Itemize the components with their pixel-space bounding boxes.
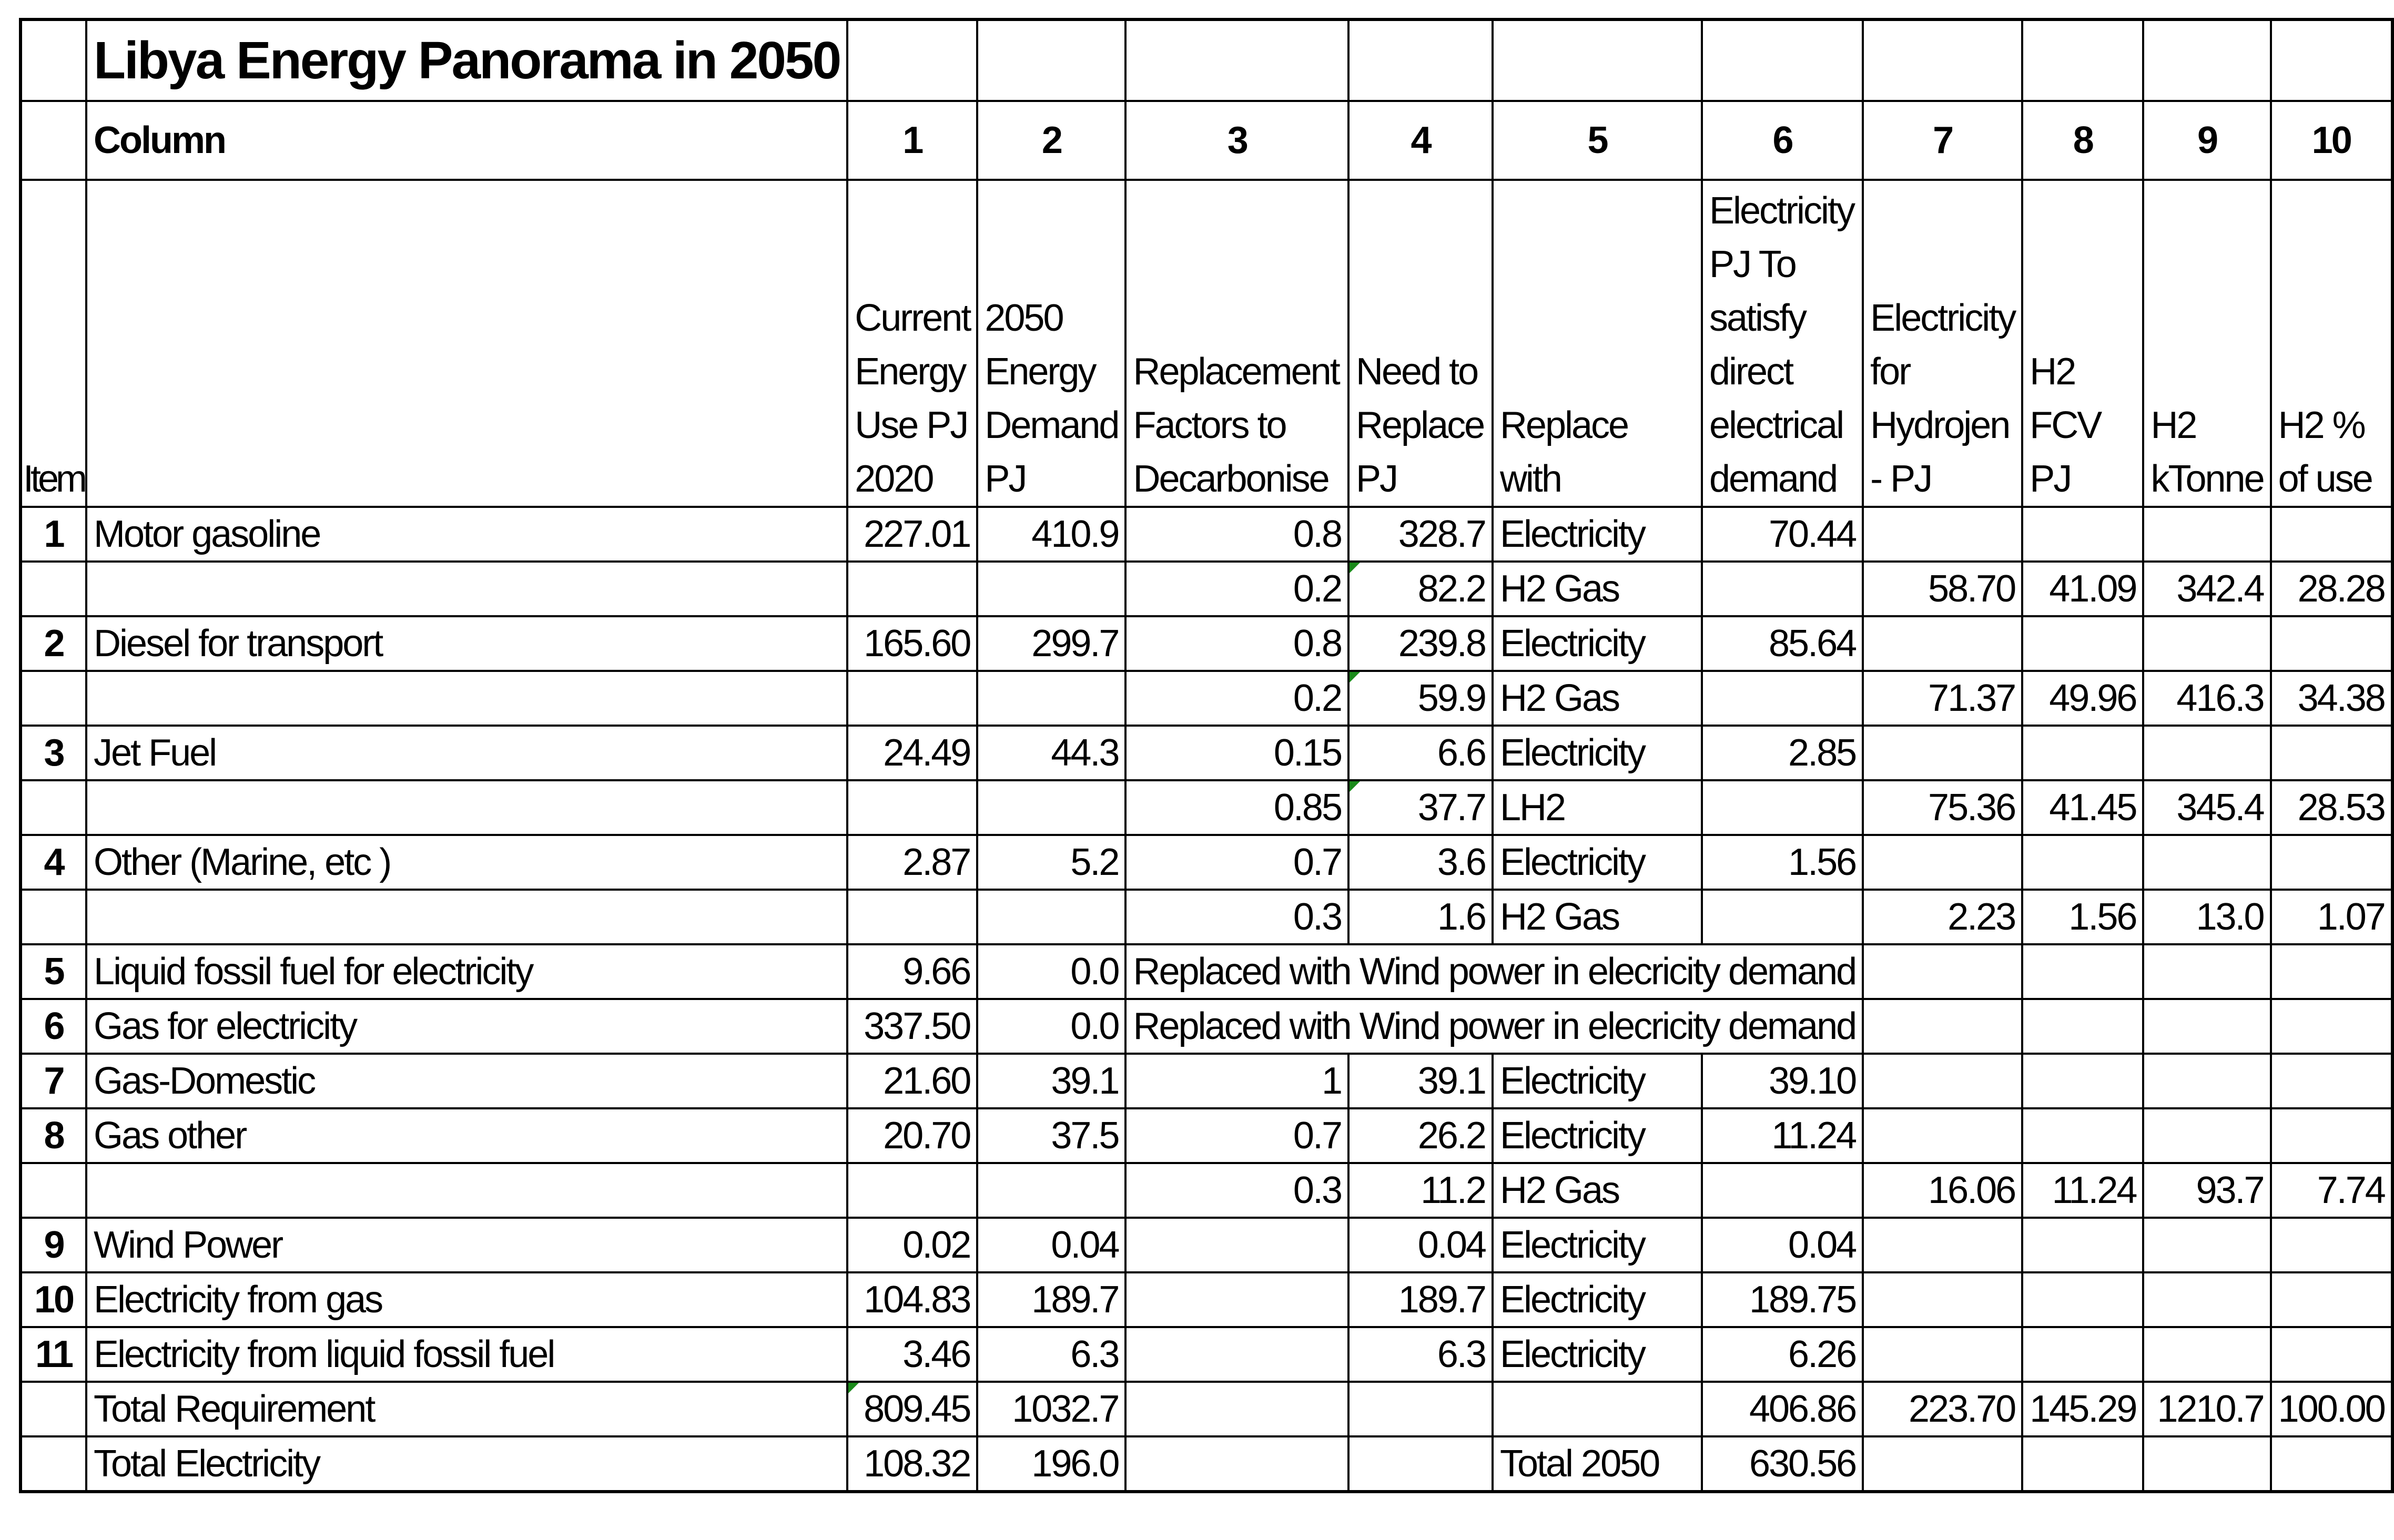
- cell-need-to-replace: 189.7: [1348, 1272, 1493, 1327]
- cell-replacement-factor: 0.7: [1125, 1108, 1348, 1163]
- cell-replacement-factor: 0.8: [1125, 616, 1348, 671]
- cell-replacement-factor: 1: [1125, 1054, 1348, 1108]
- cell-replace-with: LH2: [1493, 780, 1702, 835]
- header-item: Item: [21, 180, 86, 507]
- cell-empty: [2271, 944, 2392, 999]
- header-name: [86, 180, 847, 507]
- item-name: Motor gasoline: [86, 507, 847, 562]
- cell-electricity-hydrogen: [1863, 1054, 2022, 1108]
- cell-need-to-replace: 328.7: [1348, 507, 1493, 562]
- item-name: Liquid fossil fuel for electricity: [86, 944, 847, 999]
- cell-electricity-hydrogen: 223.70: [1863, 1382, 2022, 1436]
- item-name: Gas-Domestic: [86, 1054, 847, 1108]
- column-number: 4: [1348, 101, 1493, 180]
- cell-current-energy: 104.83: [847, 1272, 977, 1327]
- cell-demand-2050: 410.9: [977, 507, 1125, 562]
- cell-empty: [1493, 19, 1702, 101]
- cell-h2-ktonne: [2143, 1054, 2270, 1108]
- cell-demand-2050: 189.7: [977, 1272, 1125, 1327]
- cell-demand-2050: [977, 780, 1125, 835]
- cell-current-energy: 337.50: [847, 999, 977, 1054]
- cell-demand-2050: 299.7: [977, 616, 1125, 671]
- table-row: [21, 726, 2392, 780]
- item-number: 11: [21, 1327, 86, 1382]
- item-number: [21, 890, 86, 944]
- item-name: Jet Fuel: [86, 726, 847, 780]
- cell-h2-fcv: [2022, 835, 2143, 890]
- table-row: [21, 1436, 2392, 1492]
- cell-need-to-replace: 1.6: [1348, 890, 1493, 944]
- cell-demand-2050: [977, 671, 1125, 726]
- item-number: [21, 1163, 86, 1218]
- cell-electricity-direct: 406.86: [1702, 1382, 1863, 1436]
- cell-empty: [2022, 19, 2143, 101]
- header-replace-with: Replace with: [1493, 180, 1702, 507]
- cell-demand-2050: 44.3: [977, 726, 1125, 780]
- cell-empty: [1702, 19, 1863, 101]
- cell-electricity-direct: 1.56: [1702, 835, 1863, 890]
- cell-h2-percent: [2271, 507, 2392, 562]
- cell-empty: [847, 19, 977, 101]
- cell-electricity-direct: 85.64: [1702, 616, 1863, 671]
- cell-current-energy: 20.70: [847, 1108, 977, 1163]
- column-number: 9: [2143, 101, 2270, 180]
- cell-replacement-factor: 0.85: [1125, 780, 1348, 835]
- column-number: 2: [977, 101, 1125, 180]
- cell-empty: [21, 19, 86, 101]
- table-row: [21, 1218, 2392, 1272]
- cell-replace-with: H2 Gas: [1493, 890, 1702, 944]
- title-row: [21, 19, 2392, 101]
- table-row: [21, 671, 2392, 726]
- cell-replacement-factor: [1125, 1272, 1348, 1327]
- cell-h2-percent: 1.07: [2271, 890, 2392, 944]
- cell-replace-with: Electricity: [1493, 1272, 1702, 1327]
- cell-replacement-factor: 0.8: [1125, 507, 1348, 562]
- item-name: Electricity from liquid fossil fuel: [86, 1327, 847, 1382]
- cell-replace-with: Electricity: [1493, 1218, 1702, 1272]
- cell-current-energy: 24.49: [847, 726, 977, 780]
- cell-replacement-factor: 0.15: [1125, 726, 1348, 780]
- cell-h2-fcv: [2022, 1272, 2143, 1327]
- table-row: [21, 890, 2392, 944]
- cell-h2-fcv: 49.96: [2022, 671, 2143, 726]
- cell-h2-fcv: 41.09: [2022, 562, 2143, 616]
- item-name: Diesel for transport: [86, 616, 847, 671]
- item-name: Wind Power: [86, 1218, 847, 1272]
- cell-electricity-hydrogen: [1863, 507, 2022, 562]
- item-number: [21, 1436, 86, 1492]
- cell-electricity-direct: 630.56: [1702, 1436, 1863, 1492]
- cell-electricity-hydrogen: 75.36: [1863, 780, 2022, 835]
- item-name: [86, 780, 847, 835]
- table-row: [21, 780, 2392, 835]
- cell-current-energy: [847, 1163, 977, 1218]
- cell-electricity-direct: 11.24: [1702, 1108, 1863, 1163]
- cell-demand-2050: [977, 562, 1125, 616]
- cell-replace-with: H2 Gas: [1493, 671, 1702, 726]
- cell-replace-with: [1493, 1382, 1702, 1436]
- cell-h2-percent: [2271, 1436, 2392, 1492]
- cell-need-to-replace: 6.3: [1348, 1327, 1493, 1382]
- cell-need-to-replace: 239.8: [1348, 616, 1493, 671]
- cell-electricity-hydrogen: [1863, 726, 2022, 780]
- cell-electricity-hydrogen: 2.23: [1863, 890, 2022, 944]
- cell-h2-percent: 28.28: [2271, 562, 2392, 616]
- cell-h2-ktonne: [2143, 1108, 2270, 1163]
- header-2050-demand: 2050 Energy Demand PJ: [977, 180, 1125, 507]
- cell-h2-fcv: [2022, 507, 2143, 562]
- cell-empty: [1863, 999, 2022, 1054]
- cell-electricity-direct: 6.26: [1702, 1327, 1863, 1382]
- cell-h2-fcv: [2022, 1327, 2143, 1382]
- column-number: 8: [2022, 101, 2143, 180]
- cell-current-energy: [847, 671, 977, 726]
- cell-h2-ktonne: 345.4: [2143, 780, 2270, 835]
- cell-empty: [2022, 944, 2143, 999]
- cell-replace-with: Total 2050: [1493, 1436, 1702, 1492]
- cell-current-energy: 165.60: [847, 616, 977, 671]
- cell-need-to-replace: 11.2: [1348, 1163, 1493, 1218]
- cell-electricity-hydrogen: [1863, 1272, 2022, 1327]
- cell-demand-2050: 5.2: [977, 835, 1125, 890]
- cell-replace-with: Electricity: [1493, 1054, 1702, 1108]
- item-number: 8: [21, 1108, 86, 1163]
- cell-h2-ktonne: 1210.7: [2143, 1382, 2270, 1436]
- cell-replacement-factor: 0.2: [1125, 562, 1348, 616]
- header-electricity-direct: Electricity PJ To satisfy direct electrical demand: [1702, 180, 1863, 507]
- item-name: Gas other: [86, 1108, 847, 1163]
- cell-h2-ktonne: 13.0: [2143, 890, 2270, 944]
- cell-demand-2050: 0.0: [977, 999, 1125, 1054]
- column-label: Column: [86, 101, 847, 180]
- cell-replace-with: H2 Gas: [1493, 562, 1702, 616]
- column-number: 10: [2271, 101, 2392, 180]
- header-current-energy: Current Energy Use PJ 2020: [847, 180, 977, 507]
- table-row: [21, 616, 2392, 671]
- cell-h2-ktonne: [2143, 507, 2270, 562]
- cell-empty: [2271, 19, 2392, 101]
- cell-current-energy: 0.02: [847, 1218, 977, 1272]
- table-row: [21, 1272, 2392, 1327]
- cell-h2-percent: [2271, 835, 2392, 890]
- cell-need-to-replace: 39.1: [1348, 1054, 1493, 1108]
- header-h2-percent: H2 % of use: [2271, 180, 2392, 507]
- cell-replacement-factor: 0.3: [1125, 890, 1348, 944]
- cell-demand-2050: 0.04: [977, 1218, 1125, 1272]
- cell-h2-fcv: [2022, 1218, 2143, 1272]
- cell-h2-percent: 34.38: [2271, 671, 2392, 726]
- cell-h2-ktonne: [2143, 1436, 2270, 1492]
- cell-h2-ktonne: [2143, 616, 2270, 671]
- cell-h2-fcv: [2022, 1054, 2143, 1108]
- cell-electricity-hydrogen: 71.37: [1863, 671, 2022, 726]
- column-number-row: [21, 101, 2392, 180]
- column-number: 3: [1125, 101, 1348, 180]
- cell-empty: [1348, 19, 1493, 101]
- cell-need-to-replace: 3.6: [1348, 835, 1493, 890]
- cell-h2-percent: 28.53: [2271, 780, 2392, 835]
- cell-demand-2050: 39.1: [977, 1054, 1125, 1108]
- cell-replacement-factor: [1125, 1218, 1348, 1272]
- cell-h2-percent: [2271, 1218, 2392, 1272]
- cell-h2-fcv: 1.56: [2022, 890, 2143, 944]
- header-replacement-factors: Replacement Factors to Decarbonise: [1125, 180, 1348, 507]
- cell-h2-ktonne: [2143, 1272, 2270, 1327]
- cell-h2-percent: [2271, 726, 2392, 780]
- cell-need-to-replace: 82.2: [1348, 562, 1493, 616]
- cell-need-to-replace: 6.6: [1348, 726, 1493, 780]
- cell-current-energy: [847, 562, 977, 616]
- cell-empty: [1863, 19, 2022, 101]
- table-row: [21, 507, 2392, 562]
- cell-replace-with: Electricity: [1493, 616, 1702, 671]
- item-number: [21, 1382, 86, 1436]
- cell-h2-fcv: [2022, 1108, 2143, 1163]
- cell-need-to-replace: 37.7: [1348, 780, 1493, 835]
- cell-current-energy: 9.66: [847, 944, 977, 999]
- item-number: [21, 780, 86, 835]
- cell-h2-percent: [2271, 1327, 2392, 1382]
- cell-electricity-hydrogen: [1863, 616, 2022, 671]
- cell-h2-fcv: [2022, 726, 2143, 780]
- cell-electricity-hydrogen: 16.06: [1863, 1163, 2022, 1218]
- header-electricity-hydrogen: Electricity for Hydrojen - PJ: [1863, 180, 2022, 507]
- cell-electricity-hydrogen: [1863, 1218, 2022, 1272]
- cell-electricity-direct: 39.10: [1702, 1054, 1863, 1108]
- cell-h2-ktonne: [2143, 1218, 2270, 1272]
- cell-electricity-hydrogen: [1863, 1327, 2022, 1382]
- cell-need-to-replace: 0.04: [1348, 1218, 1493, 1272]
- cell-h2-percent: [2271, 1054, 2392, 1108]
- cell-demand-2050: 0.0: [977, 944, 1125, 999]
- table-row: [21, 1054, 2392, 1108]
- cell-empty: [977, 19, 1125, 101]
- cell-empty: [2271, 999, 2392, 1054]
- cell-electricity-hydrogen: [1863, 1436, 2022, 1492]
- cell-h2-ktonne: 416.3: [2143, 671, 2270, 726]
- cell-h2-fcv: 11.24: [2022, 1163, 2143, 1218]
- cell-replacement-factor: 0.3: [1125, 1163, 1348, 1218]
- cell-replace-with: Electricity: [1493, 726, 1702, 780]
- cell-current-energy: [847, 890, 977, 944]
- cell-h2-fcv: 145.29: [2022, 1382, 2143, 1436]
- item-name: [86, 890, 847, 944]
- page-title: Libya Energy Panorama in 2050: [86, 19, 847, 101]
- cell-electricity-hydrogen: [1863, 835, 2022, 890]
- cell-empty: [2143, 19, 2270, 101]
- cell-electricity-hydrogen: 58.70: [1863, 562, 2022, 616]
- table-row: [21, 1382, 2392, 1436]
- cell-electricity-direct: [1702, 890, 1863, 944]
- column-number: 5: [1493, 101, 1702, 180]
- cell-empty: [2143, 944, 2270, 999]
- cell-h2-percent: 7.74: [2271, 1163, 2392, 1218]
- cell-h2-ktonne: [2143, 835, 2270, 890]
- item-number: 3: [21, 726, 86, 780]
- table-row: [21, 835, 2392, 890]
- cell-empty: [21, 101, 86, 180]
- item-name: Total Electricity: [86, 1436, 847, 1492]
- cell-empty: [1863, 944, 2022, 999]
- cell-h2-ktonne: 93.7: [2143, 1163, 2270, 1218]
- cell-h2-fcv: [2022, 616, 2143, 671]
- cell-replace-with: Electricity: [1493, 507, 1702, 562]
- header-row: [21, 180, 2392, 507]
- item-name: [86, 671, 847, 726]
- cell-empty: [2022, 999, 2143, 1054]
- cell-h2-percent: 100.00: [2271, 1382, 2392, 1436]
- cell-h2-ktonne: [2143, 1327, 2270, 1382]
- cell-empty: [2143, 999, 2270, 1054]
- cell-h2-percent: [2271, 1272, 2392, 1327]
- row-note: Replaced with Wind power in elecricity demand: [1125, 944, 1863, 999]
- item-name: [86, 1163, 847, 1218]
- cell-replace-with: Electricity: [1493, 1108, 1702, 1163]
- item-name: Electricity from gas: [86, 1272, 847, 1327]
- table-row: [21, 1108, 2392, 1163]
- item-number: [21, 671, 86, 726]
- cell-demand-2050: 37.5: [977, 1108, 1125, 1163]
- cell-replacement-factor: [1125, 1436, 1348, 1492]
- cell-current-energy: 2.87: [847, 835, 977, 890]
- column-number: 1: [847, 101, 977, 180]
- cell-replacement-factor: [1125, 1327, 1348, 1382]
- cell-demand-2050: [977, 890, 1125, 944]
- item-number: 2: [21, 616, 86, 671]
- cell-current-energy: 3.46: [847, 1327, 977, 1382]
- cell-electricity-direct: 0.04: [1702, 1218, 1863, 1272]
- cell-need-to-replace: [1348, 1436, 1493, 1492]
- item-number: [21, 562, 86, 616]
- cell-h2-ktonne: [2143, 726, 2270, 780]
- cell-replacement-factor: 0.2: [1125, 671, 1348, 726]
- cell-electricity-direct: [1702, 671, 1863, 726]
- cell-h2-percent: [2271, 1108, 2392, 1163]
- cell-replacement-factor: 0.7: [1125, 835, 1348, 890]
- cell-h2-fcv: [2022, 1436, 2143, 1492]
- cell-empty: [1125, 19, 1348, 101]
- cell-demand-2050: 196.0: [977, 1436, 1125, 1492]
- cell-need-to-replace: 59.9: [1348, 671, 1493, 726]
- table-row: [21, 562, 2392, 616]
- cell-replacement-factor: [1125, 1382, 1348, 1436]
- table-body: [21, 19, 2392, 1492]
- cell-need-to-replace: 26.2: [1348, 1108, 1493, 1163]
- column-number: 6: [1702, 101, 1863, 180]
- header-h2-ktonne: H2 kTonne: [2143, 180, 2270, 507]
- cell-need-to-replace: [1348, 1382, 1493, 1436]
- item-number: 4: [21, 835, 86, 890]
- cell-h2-ktonne: 342.4: [2143, 562, 2270, 616]
- cell-demand-2050: 6.3: [977, 1327, 1125, 1382]
- cell-electricity-direct: [1702, 562, 1863, 616]
- item-name: Gas for electricity: [86, 999, 847, 1054]
- column-number: 7: [1863, 101, 2022, 180]
- item-number: 6: [21, 999, 86, 1054]
- table-row: [21, 1163, 2392, 1218]
- item-number: 7: [21, 1054, 86, 1108]
- cell-replace-with: Electricity: [1493, 835, 1702, 890]
- row-note: Replaced with Wind power in elecricity demand: [1125, 999, 1863, 1054]
- item-name: [86, 562, 847, 616]
- header-h2-fcv: H2 FCV PJ: [2022, 180, 2143, 507]
- item-name: Total Requirement: [86, 1382, 847, 1436]
- cell-electricity-direct: 70.44: [1702, 507, 1863, 562]
- cell-electricity-hydrogen: [1863, 1108, 2022, 1163]
- cell-current-energy: 809.45: [847, 1382, 977, 1436]
- table-row: [21, 1327, 2392, 1382]
- item-number: 9: [21, 1218, 86, 1272]
- cell-replace-with: H2 Gas: [1493, 1163, 1702, 1218]
- cell-demand-2050: [977, 1163, 1125, 1218]
- cell-electricity-direct: [1702, 1163, 1863, 1218]
- cell-current-energy: 21.60: [847, 1054, 977, 1108]
- item-name: Other (Marine, etc ): [86, 835, 847, 890]
- cell-electricity-direct: [1702, 780, 1863, 835]
- cell-h2-fcv: 41.45: [2022, 780, 2143, 835]
- cell-current-energy: 227.01: [847, 507, 977, 562]
- energy-table: [19, 18, 2394, 1493]
- item-number: 5: [21, 944, 86, 999]
- cell-demand-2050: 1032.7: [977, 1382, 1125, 1436]
- table-row: [21, 999, 2392, 1054]
- cell-electricity-direct: 189.75: [1702, 1272, 1863, 1327]
- cell-replace-with: Electricity: [1493, 1327, 1702, 1382]
- cell-current-energy: [847, 780, 977, 835]
- cell-current-energy: 108.32: [847, 1436, 977, 1492]
- item-number: 1: [21, 507, 86, 562]
- cell-electricity-direct: 2.85: [1702, 726, 1863, 780]
- header-need-to-replace: Need to Replace PJ: [1348, 180, 1493, 507]
- table-row: [21, 944, 2392, 999]
- item-number: 10: [21, 1272, 86, 1327]
- cell-h2-percent: [2271, 616, 2392, 671]
